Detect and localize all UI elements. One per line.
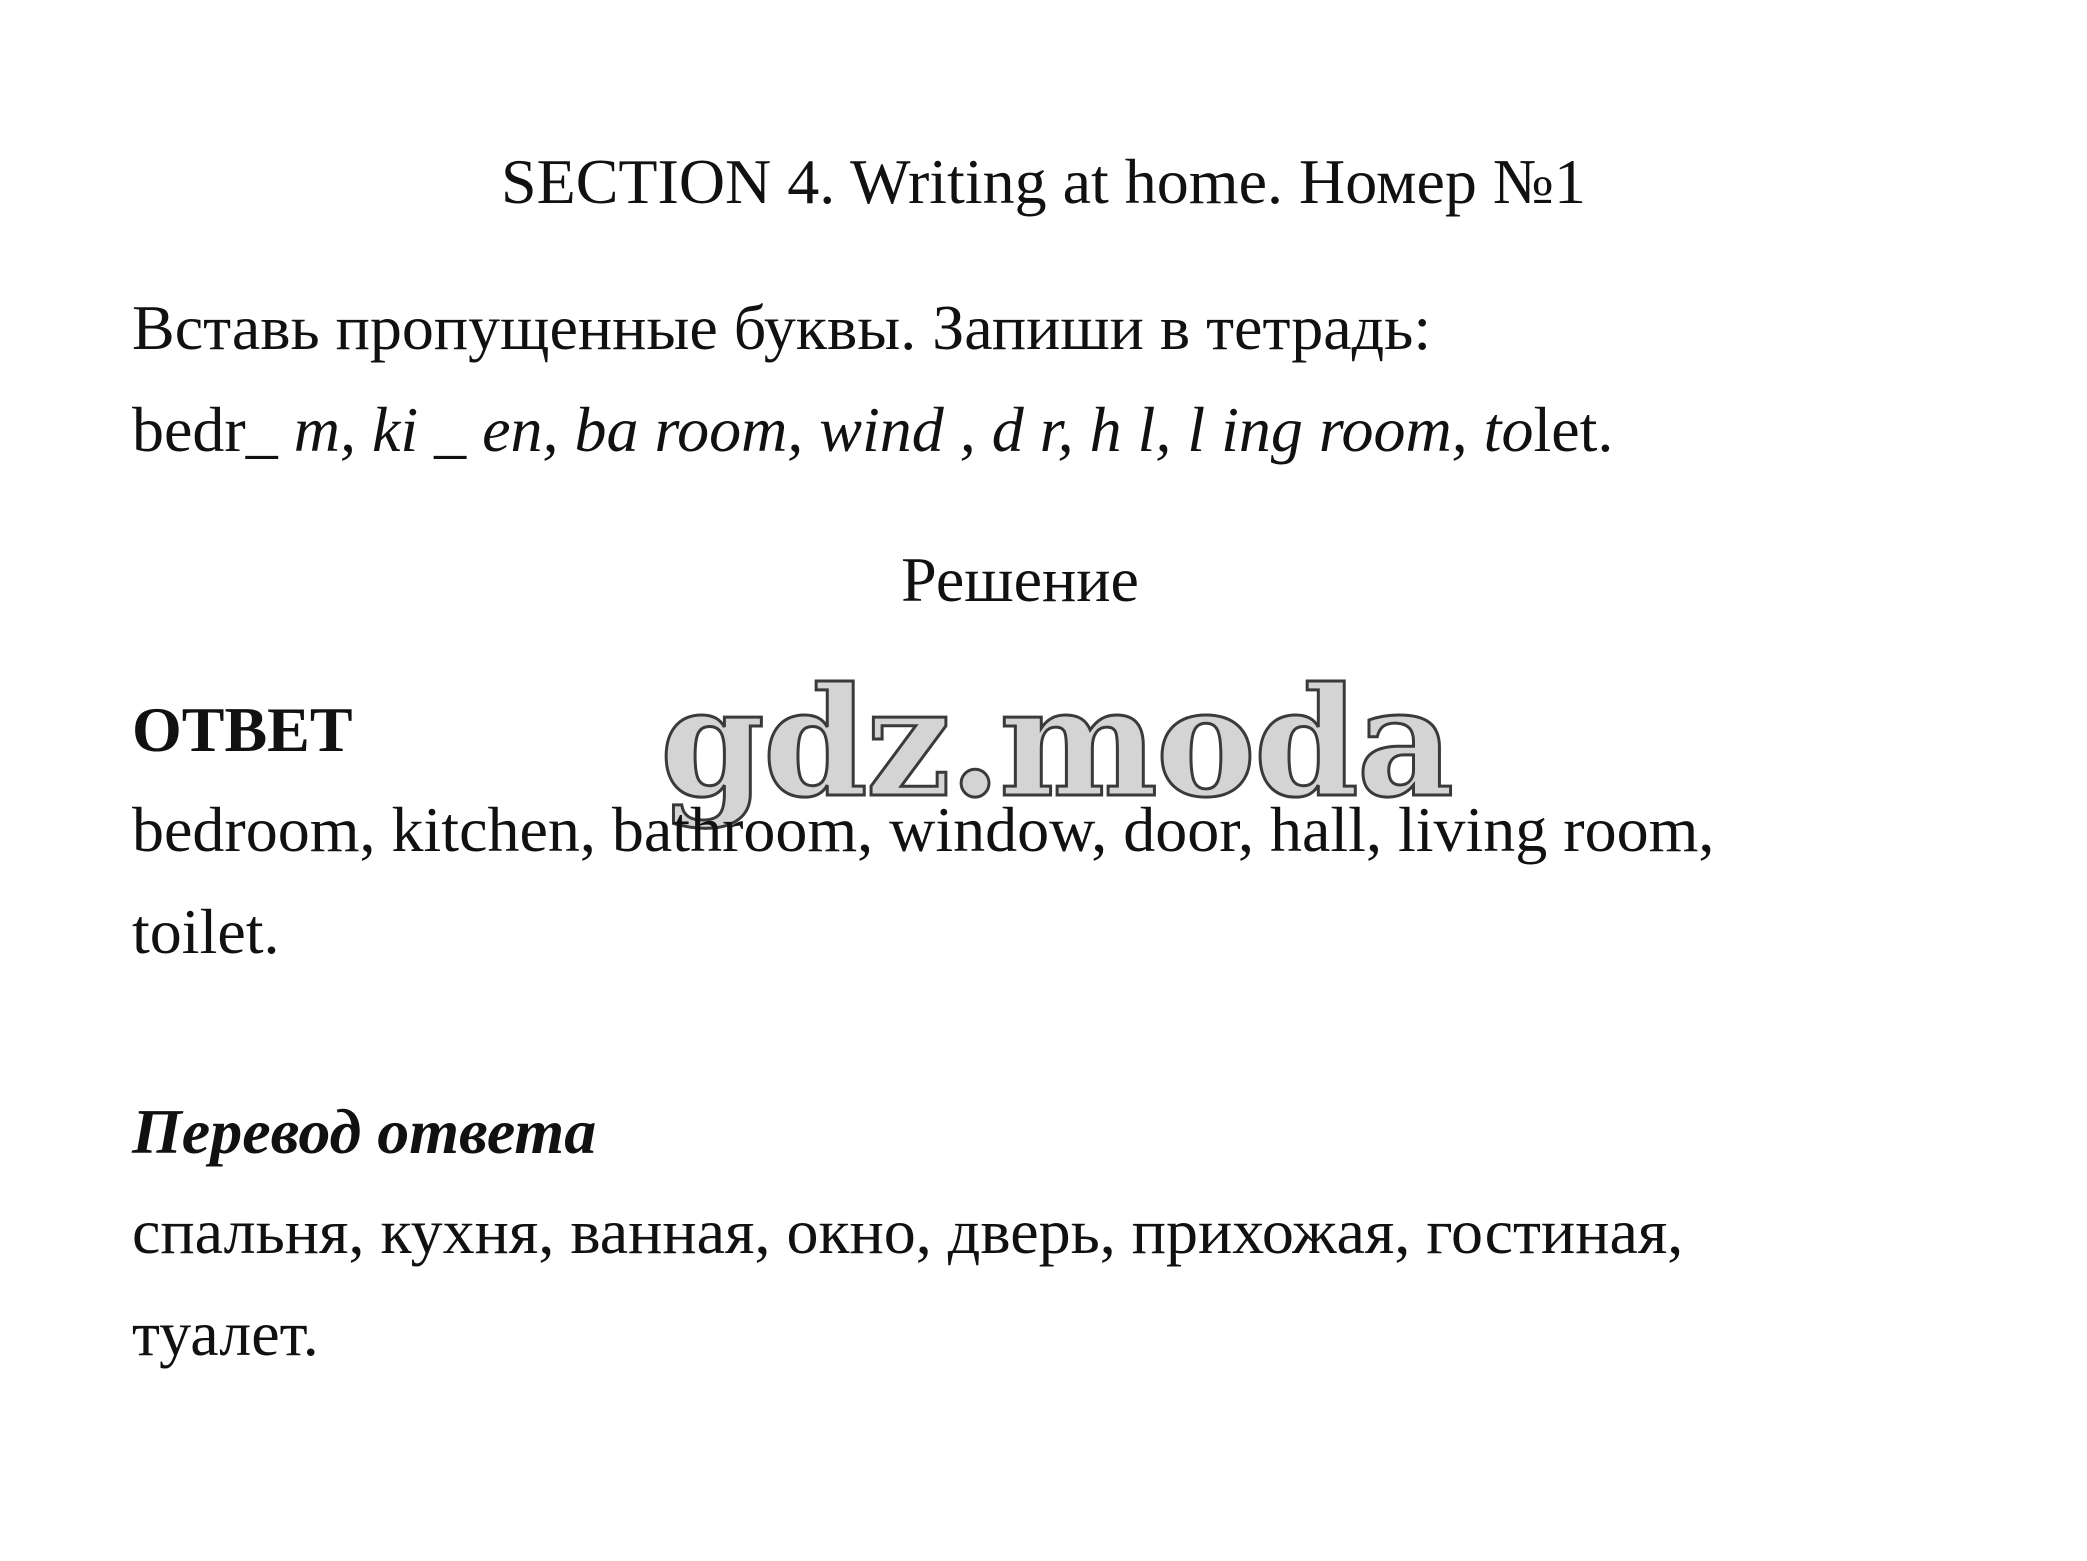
answer-heading: ОТВЕТ — [132, 694, 353, 765]
exercise-word-end: let. — [1533, 394, 1614, 465]
translation-text-line-1: спальня, кухня, ванная, окно, дверь, прихожая, гостиная, — [132, 1196, 1684, 1267]
task-instruction: Вставь пропущенные буквы. Запиши в тетрадь: — [132, 292, 1432, 363]
translation-text-line-2: туалет. — [132, 1298, 319, 1369]
exercise-words — [132, 390, 1613, 470]
answer-text-line-2: toilet. — [132, 896, 280, 967]
solution-label: Решение — [901, 544, 1139, 615]
answer-text-line-1: bedroom, kitchen, bathroom, window, door, hall, living room, — [132, 794, 1715, 865]
exercise-word-start: bedr_ — [132, 394, 294, 465]
translation-heading: Перевод ответа — [132, 1096, 597, 1167]
page-title: SECTION 4. Writing at home. Номер №1 — [501, 146, 1586, 217]
watermark-logo: gdz.moda — [660, 655, 1453, 831]
exercise-words-italic: m, ki _ en, ba room, wind , d r, h l, l ing room, to — [293, 394, 1534, 465]
